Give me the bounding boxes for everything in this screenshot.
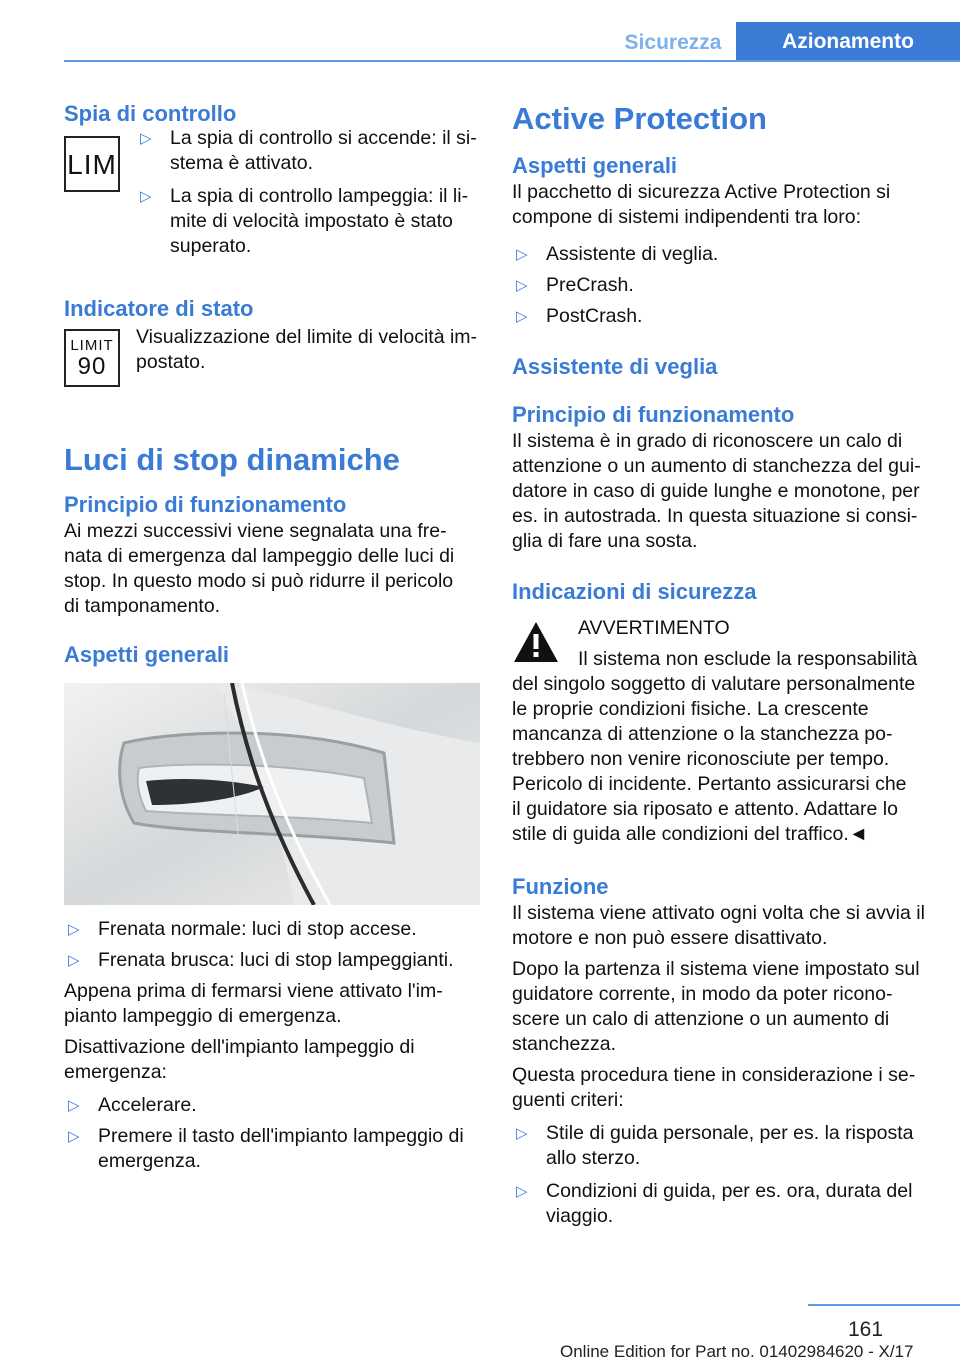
warning-first-line: Il sistema non esclude la responsabilità bbox=[578, 648, 918, 670]
luci-title: Luci di stop dinamiche bbox=[64, 442, 400, 477]
indicazioni-title: Indicazioni di sicurezza bbox=[512, 579, 757, 604]
principio-title-right: Principio di funzionamento bbox=[512, 402, 795, 427]
funzione-text-3: Questa procedura tiene in considerazione i se- guenti criteri: bbox=[512, 1064, 916, 1111]
header-rule bbox=[64, 60, 960, 62]
list-item: ▷ La spia di controllo lampeggia: il li- mite di velocità impostato è stato superato. bbox=[136, 184, 477, 259]
page-number: 161 bbox=[848, 1318, 884, 1341]
list-item: ▷ Assistente di veglia. bbox=[512, 242, 930, 267]
assistente-title: Assistente di veglia bbox=[512, 354, 718, 379]
header-tab-azionamento: Azionamento bbox=[736, 22, 960, 62]
list-item: ▷ Premere il tasto dell'impianto lampeggio di emergenza. bbox=[64, 1124, 480, 1174]
warning-triangle-icon bbox=[512, 620, 560, 664]
indicatore-title: Indicatore di stato bbox=[64, 296, 254, 321]
principio-text: Ai mezzi successivi viene segnalata una fre- nata di emergenza dal lampeggio delle luci di stop. In questo modo si può ridurre il pericolo di tamponamento. bbox=[64, 520, 455, 617]
disattivazione-text: Disattivazione dell'impianto lampeggio di emergenza: bbox=[64, 1036, 415, 1083]
list-item: ▷ PreCrash. bbox=[512, 273, 930, 298]
right-column bbox=[512, 100, 930, 1229]
tail-light-illustration bbox=[64, 683, 480, 905]
speed-limit-icon: LIMIT 90 bbox=[64, 329, 120, 387]
warning-head bbox=[578, 616, 917, 672]
list-item: ▷ Condizioni di guida, per es. ora, durata del viaggio. bbox=[512, 1179, 930, 1229]
footer-rule bbox=[808, 1304, 960, 1306]
appena-text: Appena prima di fermarsi viene attivato l'im- pianto lampeggio di emergenza. bbox=[64, 980, 443, 1027]
indicatore-row bbox=[64, 325, 480, 387]
lim-icon: LIM bbox=[64, 136, 120, 192]
list-item: ▷ Frenata brusca: luci di stop lampeggianti. bbox=[64, 948, 480, 973]
list-item: ▷ PostCrash. bbox=[512, 304, 930, 329]
indicatore-text: Visualizzazione del limite di velocità im- postato. bbox=[136, 326, 478, 373]
edition-text: Online Edition for Part no. 01402984620 - X/17 bbox=[560, 1342, 914, 1361]
frenata-list bbox=[64, 917, 480, 973]
spia-list bbox=[136, 126, 477, 259]
principio-title: Principio di funzionamento bbox=[64, 492, 347, 517]
list-item: ▷ La spia di controllo si accende: il si- stema è attivato. bbox=[136, 126, 477, 176]
list-item: ▷ Stile di guida personale, per es. la risposta allo sterzo. bbox=[512, 1121, 930, 1171]
principio-text-right: Il sistema è in grado di riconoscere un calo di attenzione o un aumento di stanchezza del gui- datore in caso di guide lunghe e monotone, per es. in autostrada. In questa situazione si consi- glia di fare una sosta. bbox=[512, 430, 921, 552]
funzione-title: Funzione bbox=[512, 874, 609, 899]
warning-heading: AVVERTIMENTO bbox=[578, 617, 730, 639]
warning-row bbox=[512, 616, 930, 672]
aspetti-title-right: Aspetti generali bbox=[512, 153, 678, 178]
list-item: ▷ Frenata normale: luci di stop accese. bbox=[64, 917, 480, 942]
disattivazione-list bbox=[64, 1093, 480, 1174]
funzione-text-2: Dopo la partenza il sistema viene impostato sul guidatore corrente, in modo da poter ricono- scere un calo di attenzione o un aumento di stanchezza. bbox=[512, 958, 920, 1055]
aspetti-title: Aspetti generali bbox=[64, 642, 230, 667]
tail-light-image bbox=[64, 683, 480, 905]
left-column bbox=[64, 100, 480, 1174]
criteri-list bbox=[512, 1121, 930, 1229]
aspetti-text: Il pacchetto di sicurezza Active Protection si compone di sistemi indipendenti tra loro: bbox=[512, 181, 891, 228]
active-protection-title: Active Protection bbox=[512, 101, 767, 136]
warning-text: del singolo soggetto di valutare personalmente le proprie condizioni fisiche. La crescente mancanza di attenzione o la stanchezza po- trebbero non venire riconosciute per tempo. Pericolo di incidente. Pertanto assicurarsi che il guidatore sia riposato e attento. Adattare lo stile di guida alle condizioni del traffico.◄ bbox=[512, 673, 916, 845]
list-item: ▷ Accelerare. bbox=[64, 1093, 480, 1118]
spia-title: Spia di controllo bbox=[64, 101, 237, 126]
funzione-text-1: Il sistema viene attivato ogni volta che si avvia il motore e non può essere disattivato. bbox=[512, 902, 925, 949]
systems-list bbox=[512, 242, 930, 329]
header-tab-sicurezza: Sicurezza bbox=[624, 31, 722, 54]
spia-row bbox=[64, 126, 480, 259]
